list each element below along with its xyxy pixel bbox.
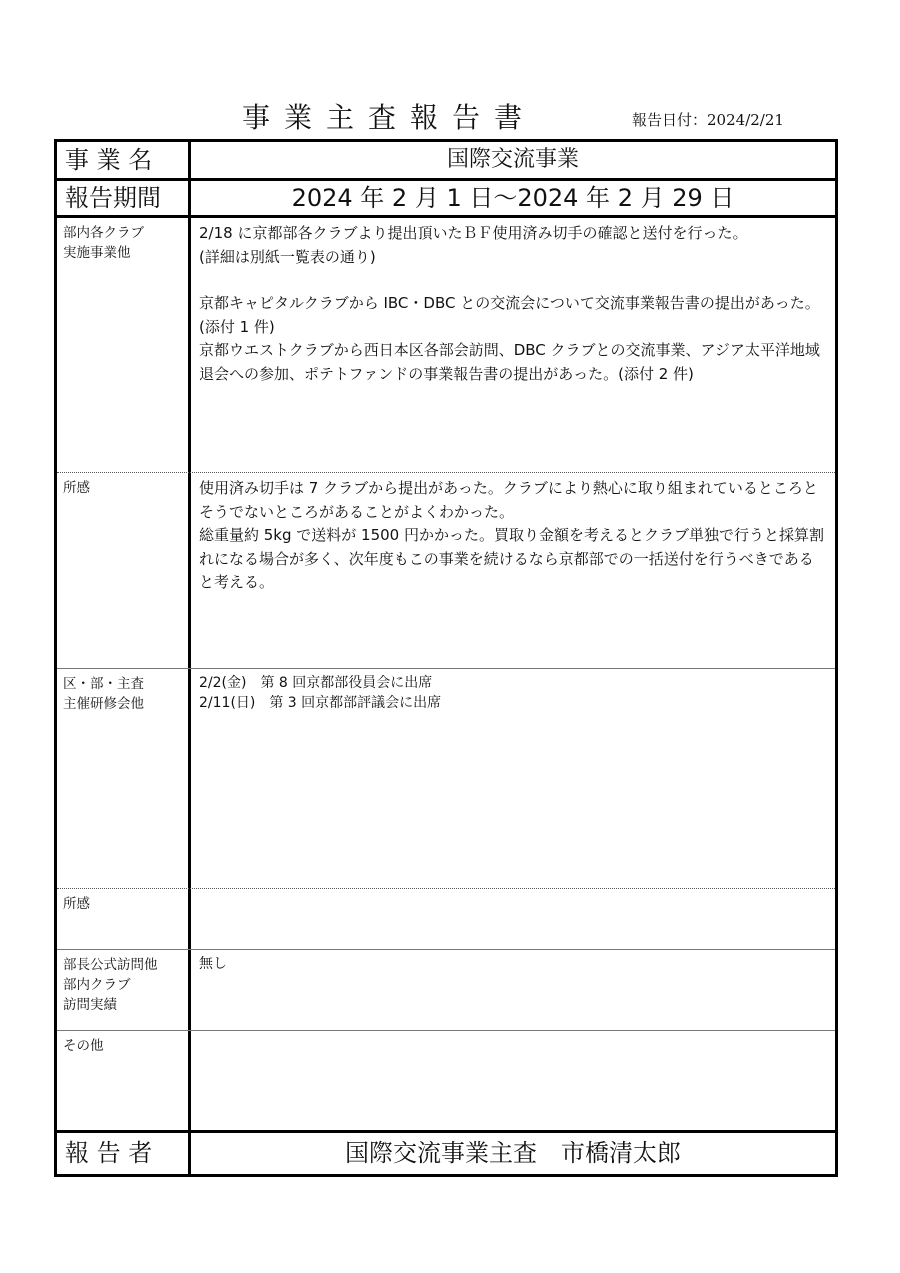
period-label: 報告期間 — [65, 184, 161, 212]
report-date-label: 報告日付： — [632, 111, 708, 129]
paragraph: 無し — [199, 956, 227, 972]
impressions-content-2 — [191, 889, 835, 893]
business-name-label: 事 業 名 — [65, 146, 153, 174]
paragraph: 京都ウエストクラブから西日本区各部会訪問、DBC クラブとの交流事業、アジア太平洋地域退会への参加、ポテトファンドの事業報告書の提出があった。(添付 2 件) — [199, 341, 820, 383]
business-name-value: 国際交流事業 — [446, 147, 579, 172]
reporter-row — [57, 1133, 835, 1174]
seminars-content — [191, 669, 835, 713]
paragraph: 2/2(金) 第 8 回京都部役員会に出席 — [199, 675, 433, 691]
other-content — [191, 1031, 835, 1035]
reporter-value: 国際交流事業主査 市橋清太郎 — [345, 1139, 681, 1167]
other-row — [57, 1031, 835, 1130]
club-activities-content — [191, 218, 835, 386]
business-name-row — [57, 142, 835, 178]
reporter-label: 報 告 者 — [65, 1139, 153, 1167]
visits-label: 部長公式訪問他 部内クラブ 訪問実績 — [63, 957, 158, 1013]
period-row — [57, 181, 835, 215]
impressions-content-1 — [191, 473, 835, 595]
seminars-label: 区・部・主査 主催研修会他 — [63, 676, 144, 712]
blank-line — [199, 269, 827, 292]
impressions-row-1 — [57, 473, 835, 668]
paragraph: 2/18 に京都部各クラブより提出頂いたＢＦ使用済み切手の確認と送付を行った。 — [199, 224, 748, 242]
impressions-label-1: 所感 — [63, 480, 90, 496]
period-value: 2024 年 2 月 1 日～2024 年 2 月 29 日 — [291, 184, 735, 212]
report-date-value: 2024/2/21 — [707, 111, 784, 129]
report-form — [54, 139, 838, 1177]
paragraph: 総重量約 5kg で送料が 1500 円かかった。買取り金額を考えるとクラブ単独で行うと採算割れになる場合が多く、次年度もこの事業を続けるなら京都部での一括送付を行うべきであると考える。 — [199, 526, 825, 591]
seminars-row — [57, 669, 835, 888]
document-title: 事業主査報告書 — [242, 101, 537, 134]
visits-content — [191, 950, 835, 974]
report-date — [632, 109, 784, 130]
club-activities-label: 部内各クラブ 実施事業他 — [63, 225, 144, 261]
club-activities-row — [57, 218, 835, 472]
paragraph: 使用済み切手は 7 クラブから提出があった。クラブにより熱心に取り組まれているところとそうでないところがあることがよくわかった。 — [199, 479, 818, 521]
visits-row — [57, 950, 835, 1030]
other-label: その他 — [63, 1038, 104, 1054]
paragraph: 2/11(日) 第 3 回京都部評議会に出席 — [199, 695, 442, 711]
impressions-row-2 — [57, 889, 835, 949]
paragraph: 京都キャピタルクラブから IBC・DBC との交流会について交流事業報告書の提出があった。(添付 1 件) — [199, 294, 820, 336]
impressions-label-2: 所感 — [63, 896, 90, 912]
paragraph: (詳細は別紙一覧表の通り) — [199, 247, 376, 266]
